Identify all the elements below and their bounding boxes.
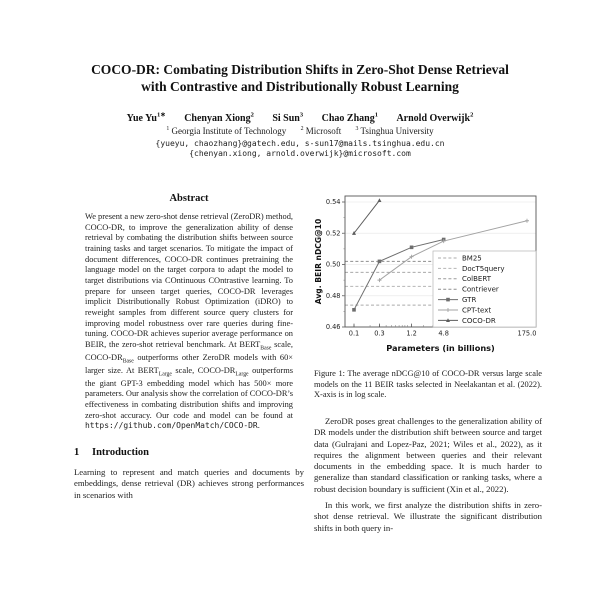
author-affiliation-mark: 2 — [470, 111, 474, 119]
figure1 — [314, 190, 542, 401]
left-column — [74, 190, 304, 534]
figure1-line-chart — [314, 190, 542, 357]
affiliation: $^1$ Georgia Institute of Technology — [166, 126, 287, 137]
svg-text:4.8: 4.8 — [438, 329, 449, 338]
right-column — [314, 190, 542, 534]
svg-text:0.52: 0.52 — [325, 229, 341, 238]
svg-text:Contriever: Contriever — [462, 285, 499, 294]
svg-text:ColBERT: ColBERT — [462, 275, 491, 284]
figure1-caption: Figure 1: The average nDCG@10 of COCO-DR versus large scale models on the 11 BEIR tasks selected in Neelakantan et al. (2022). X-axis is in log scale. — [314, 368, 542, 400]
affiliation: $^3$ Tsinghua University — [355, 126, 434, 137]
introduction-paragraph: Learning to represent and match queries and documents by embeddings, dense retrieval (DR) achieves strong performances in scenarios with — [74, 467, 304, 500]
author-affiliation-mark: 1 — [374, 111, 378, 119]
svg-text:175.0: 175.0 — [517, 329, 537, 338]
author-list — [0, 111, 600, 124]
code-repository-link[interactable]: https://github.com/OpenMatch/COCO-DR — [85, 421, 258, 431]
affiliation-list — [0, 126, 600, 136]
svg-text:Parameters (in billions): Parameters (in billions) — [386, 342, 495, 353]
author-name: Arnold Overwijk$^2$ — [396, 111, 474, 125]
paper-title — [0, 62, 600, 96]
author-emails — [0, 139, 600, 160]
paper-title-line2: with Contrastive and Distributionally Robust Learning — [141, 78, 459, 94]
svg-text:0.1: 0.1 — [348, 329, 360, 338]
author-name: Chenyan Xiong$^2$ — [184, 111, 254, 125]
two-column-body — [0, 190, 600, 534]
section-number: 1 — [74, 447, 80, 459]
abstract-body: We present a new zero-shot dense retrieval (ZeroDR) method, COCO-DR, to improve the generalization ability of dense retrieval by combating the distribution shifts between source training tasks and target scenarios. To mitigate the impact of document differences, COCO-DR continues pretraining the language model on the target corpora to adapt the model to target distributions via COntinuous COntrastive learning. To prepare for unseen target queries, COCO-DR leverages implicit Distributionally Robust Optimization (iDRO) to reweight samples from different source query clusters for improving model robustness over rare queries during fine-tuning. COCO-DR achieves superior average performance on BEIR, the zero-shot retrieval benchmark. At $BERT_{Base}$ scale, COCO-$DR_{Base}$ outperforms other ZeroDR models with 60× larger size. At $BERT_{Large}$ scale, COCO-$DR_{Large}$ outperforms the giant GPT-3 embedding model which has 500× more parameters. Our analysis show the correlation of COCO-DR’s effectiveness in combating distribution shifts and improving zero-shot accuracy. Our code and model can be found at https://github.com/OpenMatch/COCO-DR. — [85, 211, 293, 431]
section-title: Introduction — [92, 447, 149, 459]
paper-header — [0, 0, 600, 160]
author-name: Si Sun$^3$ — [272, 111, 304, 125]
svg-text:0.50: 0.50 — [325, 260, 341, 269]
svg-text:DocT5query: DocT5query — [462, 264, 505, 273]
abstract-heading: Abstract — [169, 192, 209, 204]
svg-text:CPT-text: CPT-text — [462, 306, 492, 315]
author-name: Chao Zhang$^1$ — [321, 111, 378, 125]
svg-text:0.46: 0.46 — [325, 323, 341, 332]
svg-text:0.3: 0.3 — [374, 329, 385, 338]
section-heading-introduction — [74, 447, 304, 458]
author-affiliation-mark: 3 — [299, 111, 304, 119]
author-name: Yue $Yu^{1∗}$ — [126, 111, 166, 125]
body-paragraph: ZeroDR poses great challenges to the generalization ability of DR models under the distribution shift between source and target data (Gulrajani and Lopez-Paz, 2021; Wiles et al., 2022), as it requires the alignment between queries and their relevant documents in the embedding space. It is much harder to generalize than standard classification or ranking tasks, where a robust decision boundary is sufficient (Xin et al., 2022). — [314, 415, 542, 494]
author-affiliation-mark: 2 — [250, 111, 254, 119]
author-affiliation-mark: 1∗ — [156, 111, 166, 119]
email-line: {yueyu, chaozhang}@gatech.edu, s-sun17@mails.tsinghua.edu.cn — [155, 139, 445, 149]
svg-text:1.2: 1.2 — [406, 329, 417, 338]
svg-text:GTR: GTR — [462, 295, 477, 304]
svg-text:COCO-DR: COCO-DR — [462, 316, 496, 325]
svg-text:Avg. BEIR nDCG@10: Avg. BEIR nDCG@10 — [314, 218, 323, 305]
body-paragraph: In this work, we first analyze the distribution shifts in zero-shot dense retrieval. We illustrate the significant distribution shifts in both query in- — [314, 500, 542, 533]
paper-title-line1: COCO-DR: Combating Distribution Shifts in Zero-Shot Dense Retrieval — [91, 62, 509, 77]
affiliation: $^2$ Microsoft — [300, 126, 342, 137]
svg-text:0.54: 0.54 — [325, 198, 341, 207]
email-line: {chenyan.xiong, arnold.overwijk}@microsoft.com — [189, 149, 411, 159]
svg-text:0.48: 0.48 — [325, 291, 341, 300]
svg-text:BM25: BM25 — [462, 254, 482, 263]
